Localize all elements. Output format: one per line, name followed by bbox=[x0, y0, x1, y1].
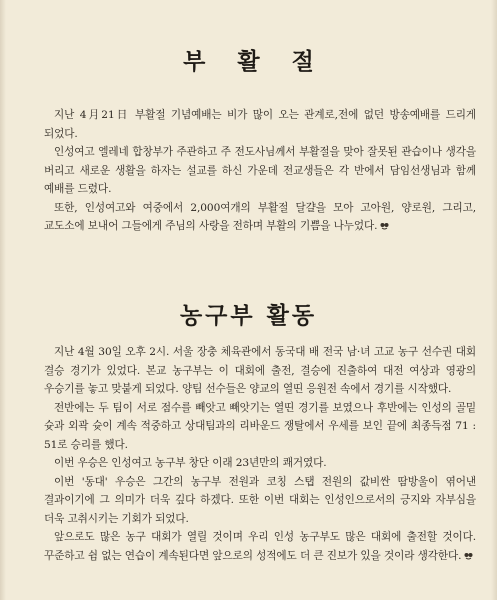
flower-end-mark-icon bbox=[464, 552, 473, 560]
basketball-paragraph-4: 이번 '동대' 우승은 그간의 농구부 전원과 코칭 스탭 전원의 값비싼 땀방울이 엮어낸 결과이기에 그 의미가 더욱 깊다 하겠다. 또한 이번 대회는 인성인으로서의 긍지와 자부심을 더욱 고취시키는 기회가 되었다. bbox=[44, 475, 476, 525]
basketball-paragraph-5 bbox=[44, 528, 476, 565]
easter-paragraph-1: 지난 4月21日 부활절 기념예배는 비가 많이 오는 관계로,전에 없던 방송예배를 드리게 되었다. bbox=[44, 109, 476, 140]
basketball-paragraph-2: 전반에는 두 팀이 서로 점수를 빼앗고 빼앗기는 열띤 경기를 보였으나 후반에는 인성의 골밑 슛과 외곽 슛이 계속 적중하고 상대팀과의 리바운드 쟁탈에서 우세를 보인 끝에 최종득점 71 : 51로 승리를 했다. bbox=[44, 401, 476, 451]
flower-end-mark-icon bbox=[380, 222, 389, 230]
section-title-basketball: 농구부 활동 bbox=[179, 302, 318, 330]
easter-paragraph-3 bbox=[44, 199, 476, 236]
section-body-basketball bbox=[44, 343, 476, 565]
easter-paragraph-3-text: 또한, 인성여고와 여중에서 2,000여개의 부활절 달걀을 모아 고아원, 양로원, 그리고, 교도소에 보내어 그들에게 주님의 사랑을 전하며 부활의 기쁨을 나누었다. bbox=[44, 201, 476, 232]
easter-paragraph-2: 인성여고 엘레네 합창부가 주관하고 주 전도사님께서 부활절을 맞아 잘못된 관습이나 생각을 버리고 새로운 생활을 하자는 설교를 하신 가운데 전교생들은 각 반에서 담임선생님과 함께 예배를 드렸다. bbox=[44, 146, 476, 195]
basketball-paragraph-1: 지난 4월 30일 오후 2시. 서울 장충 체육관에서 동국대 배 전국 남·녀 고교 농구 선수권 대회 결승 경기가 있었다. 본교 농구부는 이 대회에 출전, 결승에 진출하여 대전 여상과 영광의 우승기를 놓고 맞붙게 되었다. 양팀 선수들은 양교의 열띤 응원전 속에서 경기를 시작했다. bbox=[44, 346, 476, 395]
section-body-easter bbox=[44, 106, 476, 236]
section-title-easter: 부 활 절 bbox=[183, 48, 326, 76]
basketball-paragraph-5-text: 앞으로도 많은 농구 대회가 열릴 것이며 우리 인성 농구부도 많은 대회에 출전할 것이다. 꾸준하고 쉼 없는 연습이 계속된다면 앞으로의 성적에도 더 큰 진보가 있을 것이라 생각한다. bbox=[44, 531, 476, 562]
basketball-paragraph-3: 이번 우승은 인성여고 농구부 창단 이래 23년만의 쾌거였다. bbox=[54, 457, 327, 469]
